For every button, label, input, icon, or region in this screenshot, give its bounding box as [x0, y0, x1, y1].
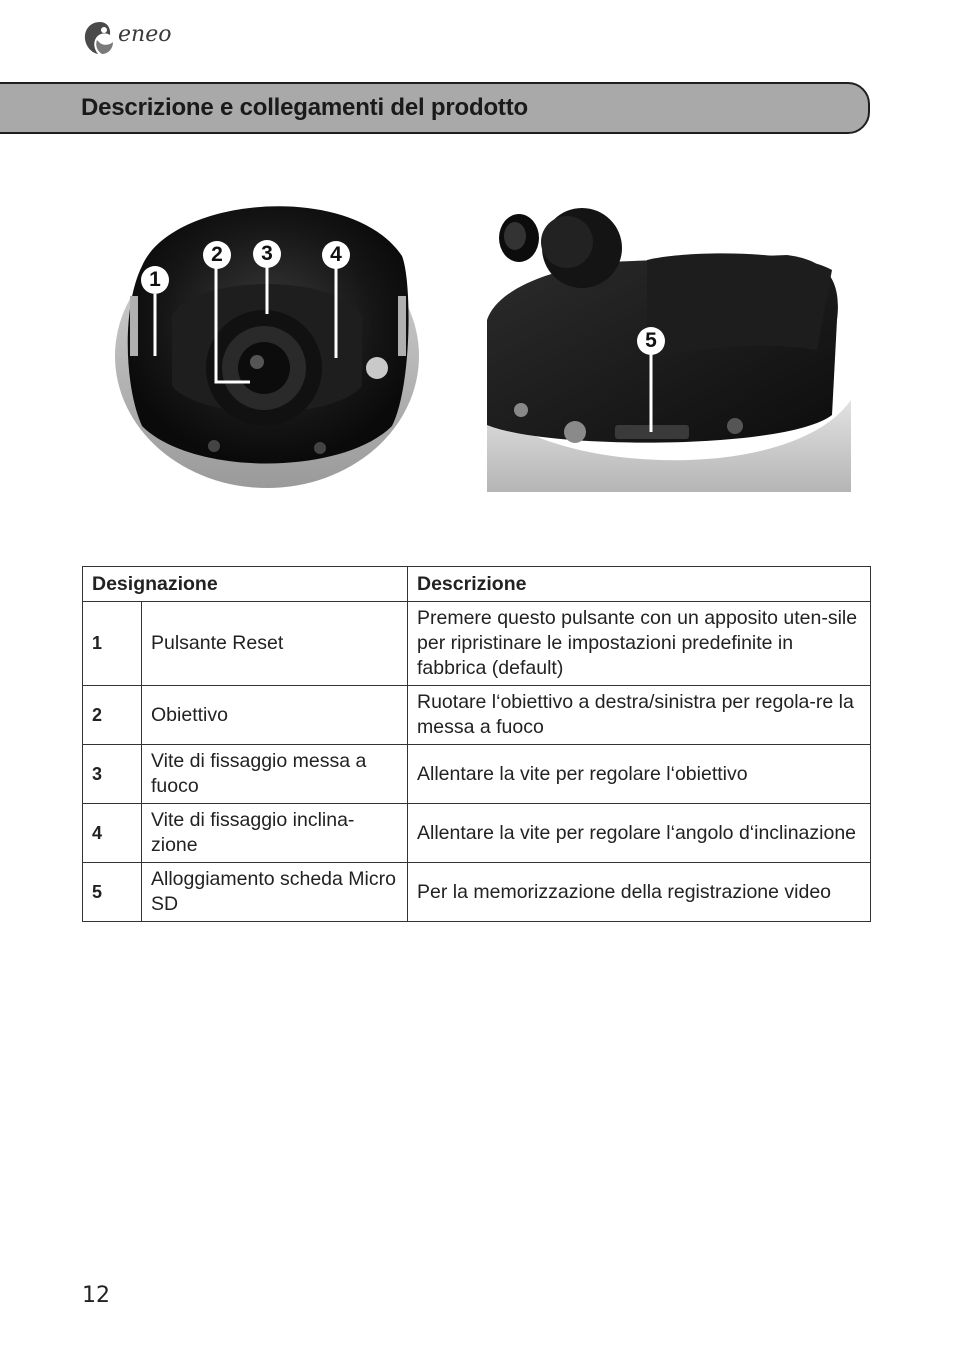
table-row — [83, 745, 871, 804]
camera-front-photo — [112, 186, 422, 492]
row-description: Premere questo pulsante con un apposito uten-sile per ripristinare le impostazioni predefinite in fabbrica (default) — [408, 602, 871, 686]
callout-1: 1 — [141, 266, 169, 294]
table-header-row — [83, 567, 871, 602]
callout-2: 2 — [203, 241, 231, 269]
row-number: 4 — [83, 804, 142, 863]
row-description: Allentare la vite per regolare l‘obiettivo — [408, 745, 871, 804]
row-designation: Vite di fissaggio messa a fuoco — [142, 745, 408, 804]
page-title: Descrizione e collegamenti del prodotto — [81, 94, 528, 121]
row-number: 5 — [83, 863, 142, 922]
callout-3: 3 — [253, 240, 281, 268]
row-designation: Obiettivo — [142, 686, 408, 745]
table-row — [83, 602, 871, 686]
row-designation: Vite di fissaggio inclina-zione — [142, 804, 408, 863]
row-number: 3 — [83, 745, 142, 804]
row-number: 1 — [83, 602, 142, 686]
callout-4: 4 — [322, 241, 350, 269]
designation-table — [82, 566, 871, 922]
table-row — [83, 686, 871, 745]
header-designation: Designazione — [83, 567, 408, 602]
callout-5: 5 — [637, 327, 665, 355]
row-description: Allentare la vite per regolare l‘angolo d‘inclinazione — [408, 804, 871, 863]
row-description: Ruotare l‘obiettivo a destra/sinistra per regola-re la messa a fuoco — [408, 686, 871, 745]
table-row — [83, 804, 871, 863]
row-designation: Pulsante Reset — [142, 602, 408, 686]
brand-name: eneo — [118, 22, 172, 47]
camera-side-photo — [487, 200, 851, 492]
row-designation: Alloggiamento scheda Micro SD — [142, 863, 408, 922]
header-description: Descrizione — [408, 567, 871, 602]
table-row — [83, 863, 871, 922]
row-description: Per la memorizzazione della registrazione video — [408, 863, 871, 922]
page-number: 12 — [82, 1283, 110, 1308]
row-number: 2 — [83, 686, 142, 745]
